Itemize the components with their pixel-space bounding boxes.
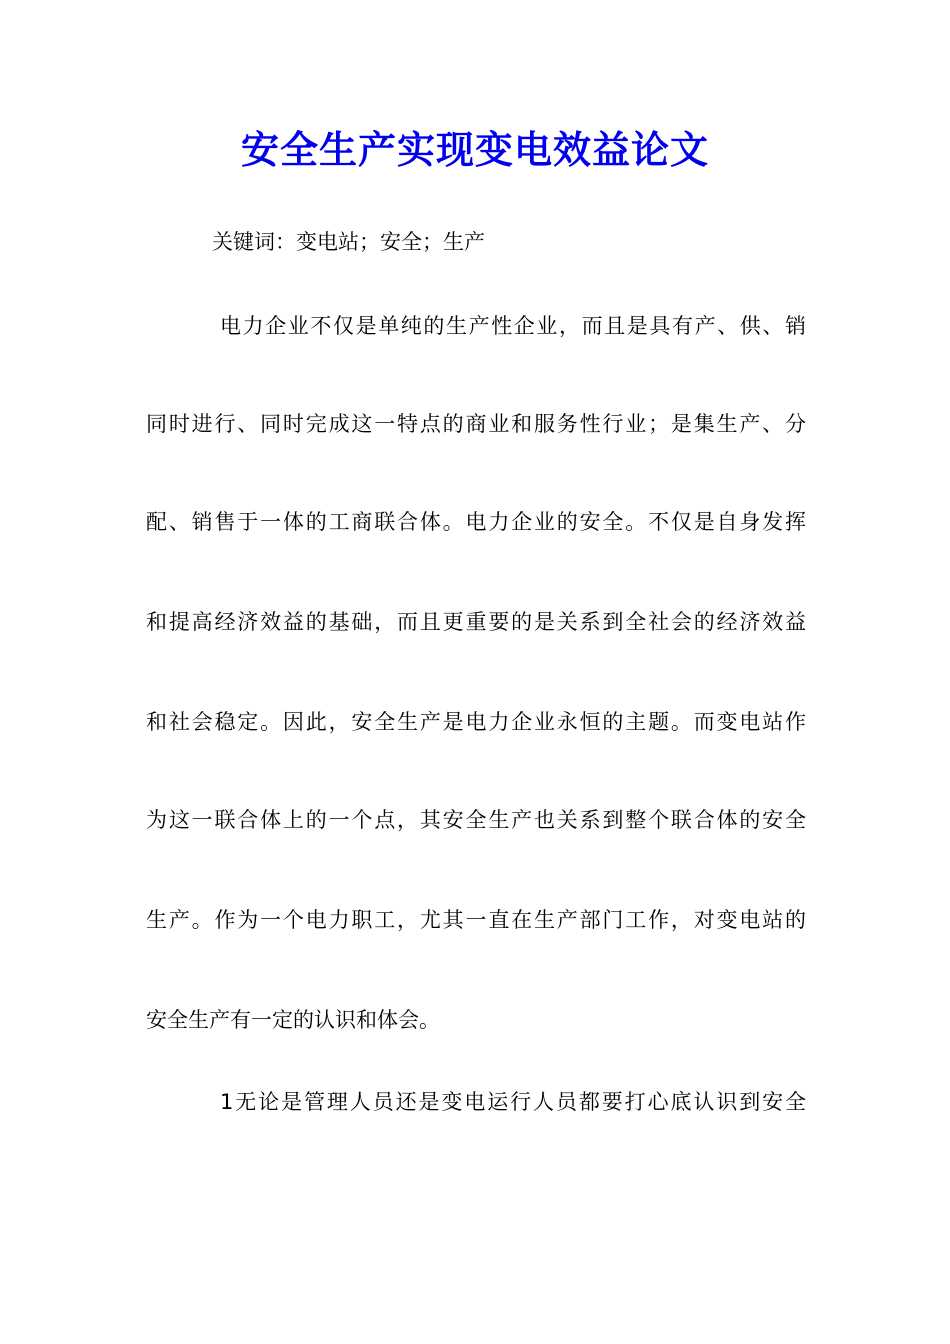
keywords-line: 关键词：变电站；安全；生产: [212, 230, 485, 254]
paragraph-2-line: 1无论是管理人员还是变电运行人员都要打心底认识到安全: [220, 1090, 806, 1114]
paragraph-1-line: 和提高经济效益的基础，而且更重要的是关系到全社会的经济效益: [146, 610, 806, 634]
paragraph-1-line: 电力企业不仅是单纯的生产性企业，而且是具有产、供、销: [220, 314, 806, 338]
paragraph-1-line: 安全生产有一定的认识和体会。: [146, 1008, 440, 1032]
paragraph-1-line: 配、销售于一体的工商联合体。电力企业的安全。不仅是自身发挥: [146, 510, 806, 534]
paragraph-1-line: 和社会稳定。因此，安全生产是电力企业永恒的主题。而变电站作: [146, 710, 806, 734]
paragraph-1-line: 同时进行、同时完成这一特点的商业和服务性行业；是集生产、分: [146, 412, 806, 436]
document-title: 安全生产实现变电效益论文: [240, 127, 709, 172]
paragraph-1-line: 为这一联合体上的一个点，其安全生产也关系到整个联合体的安全: [146, 808, 806, 832]
paragraph-1-line: 生产。作为一个电力职工，尤其一直在生产部门工作，对变电站的: [146, 908, 806, 932]
